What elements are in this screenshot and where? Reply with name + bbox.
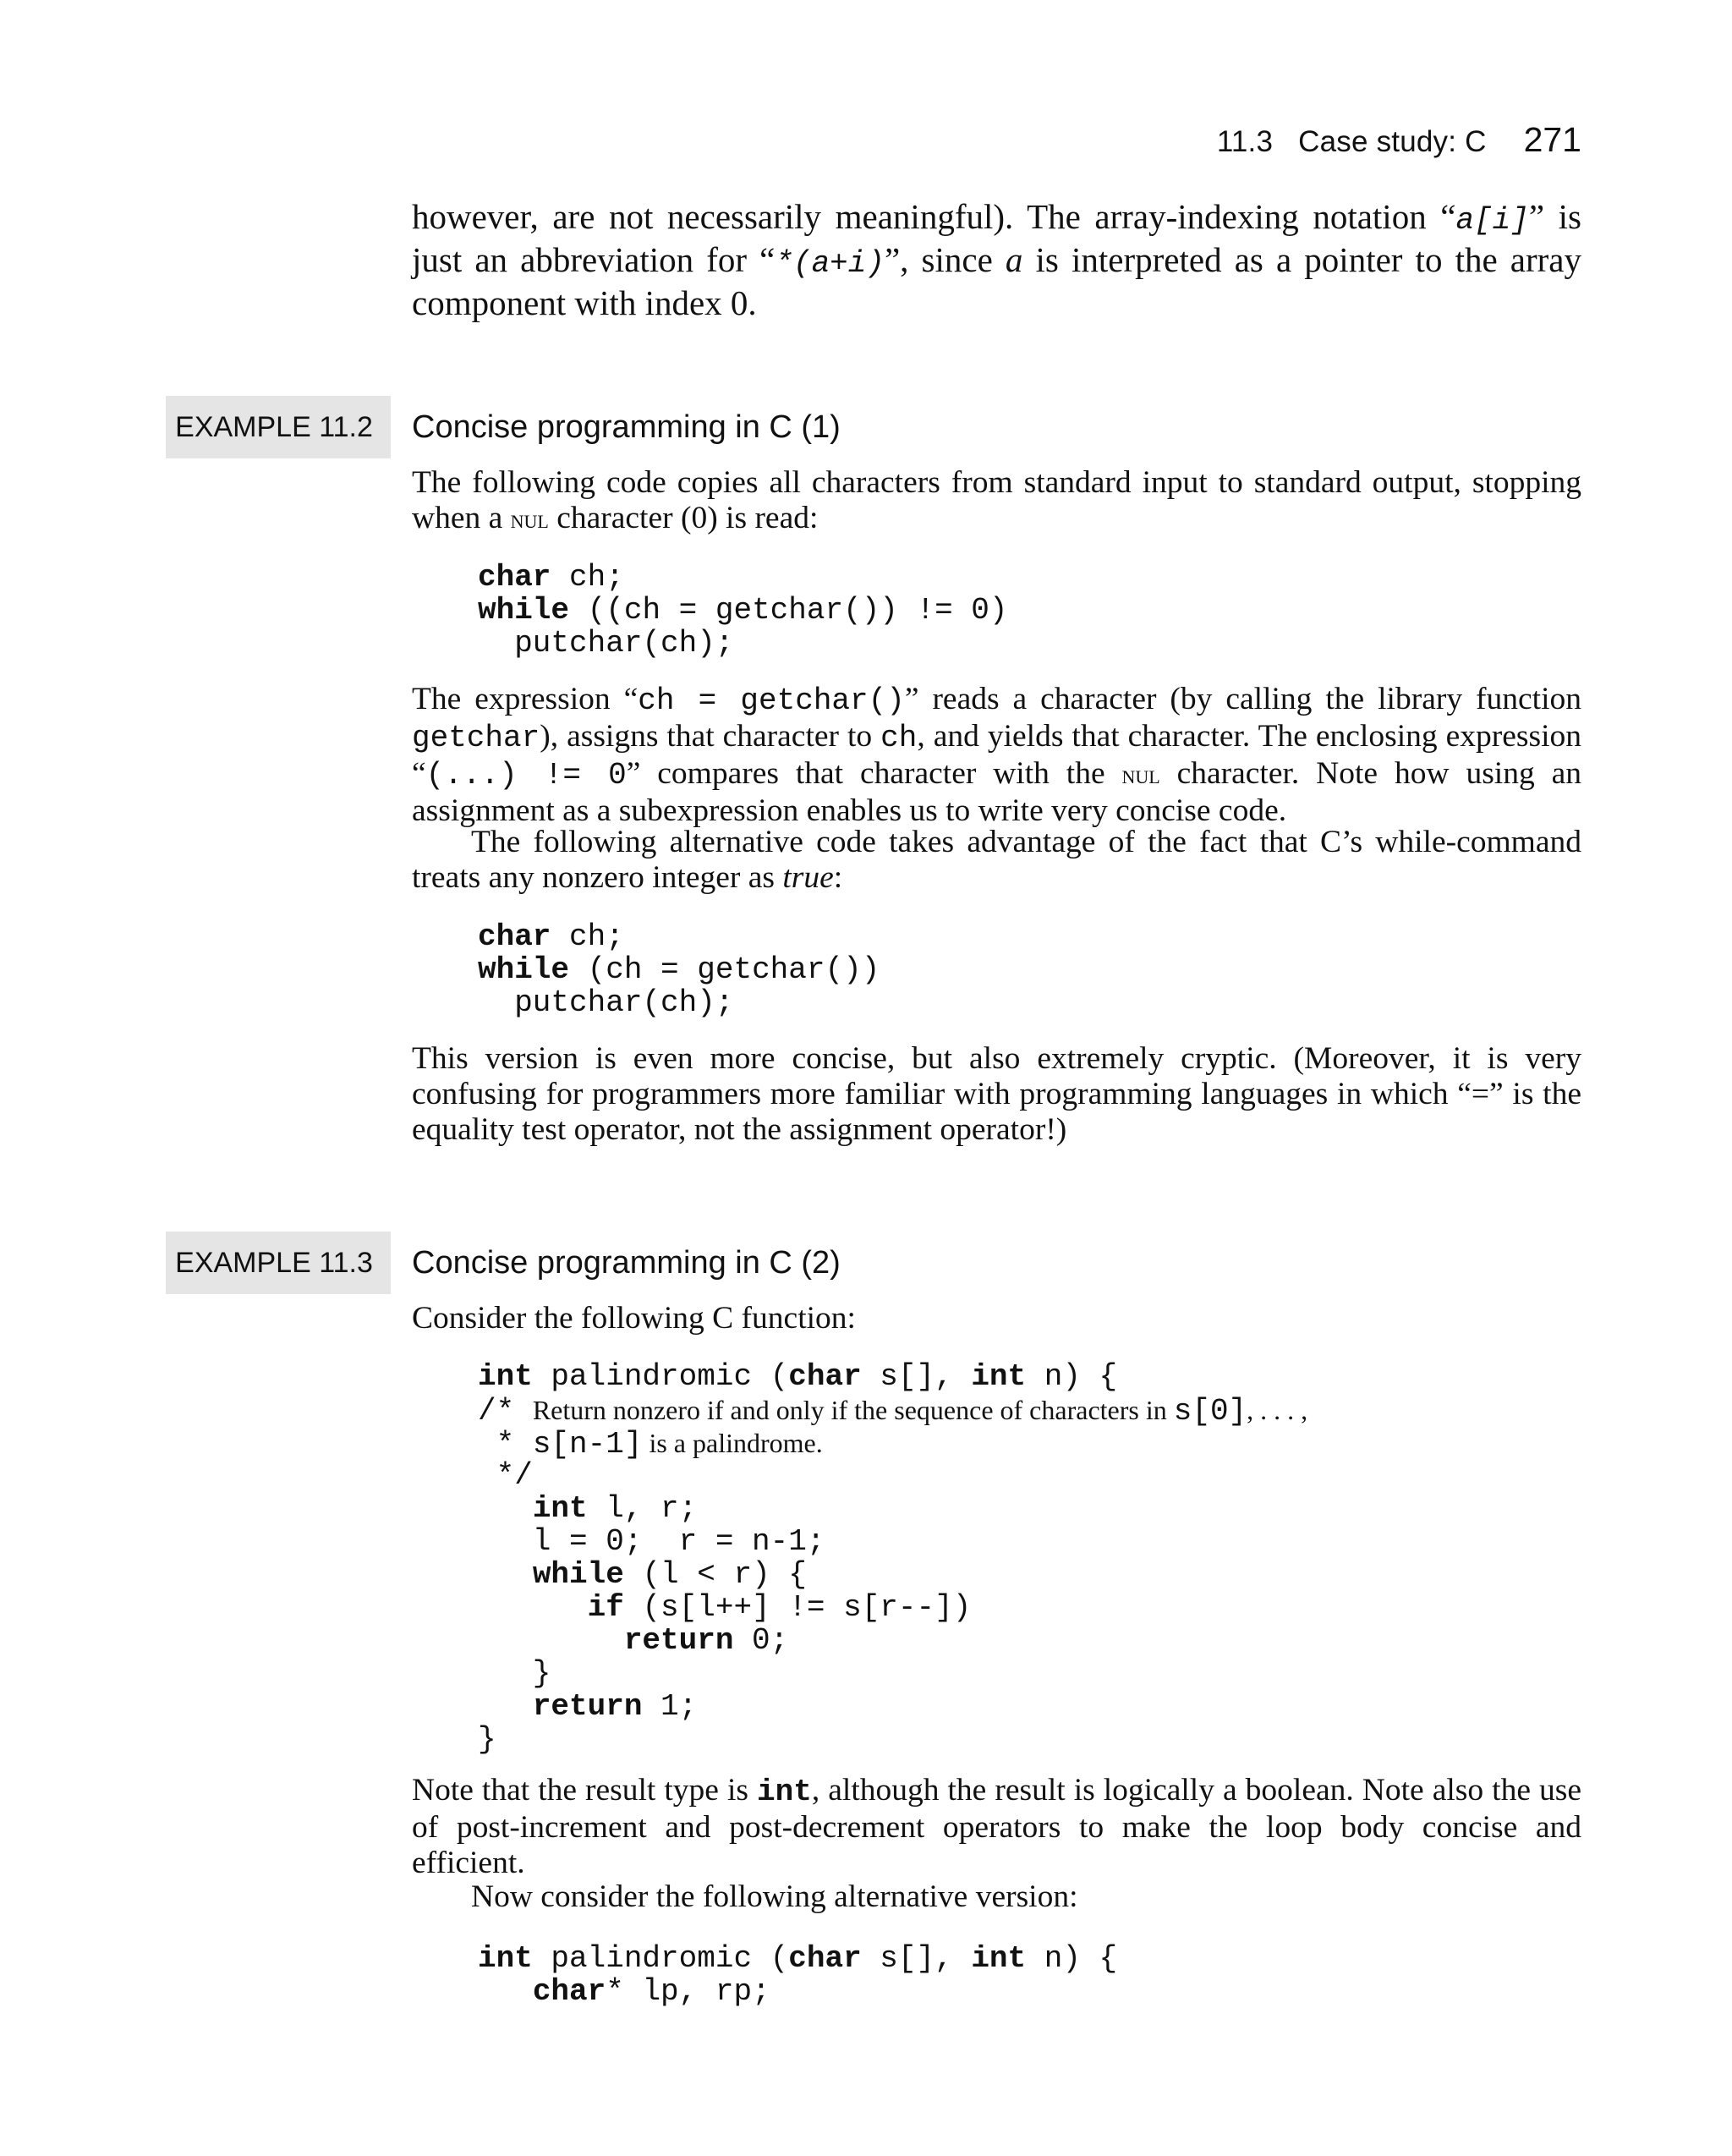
section-number: 11.3: [1216, 125, 1274, 158]
example-paragraph: The following alternative code takes advantage of the fact that C’s while-command treats any nonzero integer as true:: [412, 825, 1581, 895]
code-line: char* lp, rp;: [532, 1974, 770, 2009]
example-paragraph: This version is even more concise, but also extremely cryptic. (Moreover, it is very confusing for programmers more familiar with programming languages in which “=” is the equality test operator, not the assignment operator!): [412, 1041, 1581, 1147]
running-head: [1217, 120, 1581, 161]
page-number: 271: [1523, 120, 1581, 159]
code-line: return 1;: [532, 1689, 698, 1724]
section-title: Case study: C: [1298, 125, 1487, 158]
code-line: while (ch = getchar()): [478, 952, 880, 987]
example-paragraph: Consider the following C function:: [412, 1301, 856, 1336]
code-line: char ch;: [478, 560, 624, 595]
code-block: [478, 1361, 1307, 1757]
code-line: }: [478, 1656, 551, 1691]
example-title: Concise programming in C (2): [412, 1244, 841, 1281]
code-line: int palindromic (char s[], int n) {: [478, 1941, 1118, 1976]
code-line: int palindromic (char s[], int n) {: [478, 1359, 1118, 1394]
code-block: [478, 561, 1008, 660]
inline-code: a[i]: [1455, 203, 1529, 238]
code-block: [478, 1942, 1117, 2008]
example-label: EXAMPLE 11.2: [166, 396, 391, 458]
example-paragraph: Note that the result type is int, although the result is logically a boolean. Note also the use of post-increment and post-decrement operators to make the loop body concise and efficient.: [412, 1773, 1581, 1880]
code-line: * s[n-1] is a palindrome.: [478, 1427, 823, 1462]
code-line: int l, r;: [532, 1491, 698, 1526]
code-line: return 0;: [623, 1623, 789, 1658]
code-line: l = 0; r = n-1;: [478, 1524, 825, 1559]
example-paragraph: The following code copies all characters from standard input to standard output, stopping when a nul character (0) is read:: [412, 465, 1581, 535]
example-paragraph: Now consider the following alternative version:: [471, 1879, 1078, 1914]
code-line: putchar(ch);: [478, 985, 734, 1020]
example-paragraph: The expression “ch = getchar()” reads a character (by calling the library function getchar), assigns that character to ch, and yields that character. The enclosing expression “(...) != 0” compares that character with the nul character. Note how using an assignment as a subexpression enables us to write very concise code.: [412, 682, 1582, 828]
code-line: putchar(ch);: [478, 626, 734, 661]
example-title: Concise programming in C (1): [412, 409, 841, 445]
code-line: if (s[l++] != s[r--]): [587, 1590, 972, 1625]
code-block: [478, 920, 880, 1019]
inline-code: *(a+i): [775, 246, 885, 281]
example-label: EXAMPLE 11.3: [166, 1232, 391, 1294]
code-line: /* Return nonzero if and only if the sequence of characters in s[0], . . . ,: [478, 1394, 1308, 1429]
code-line: */: [478, 1458, 533, 1493]
intro-paragraph: however, are not necessarily meaningful). The array-indexing notation “a[i]” is just an abbreviation for “*(a+i)”, since a is interpreted as a pointer to the array component with index 0.: [412, 197, 1582, 322]
code-line: }: [478, 1722, 496, 1757]
code-line: while ((ch = getchar()) != 0): [478, 593, 1008, 628]
code-line: while (l < r) {: [532, 1557, 807, 1592]
code-line: char ch;: [478, 919, 624, 954]
